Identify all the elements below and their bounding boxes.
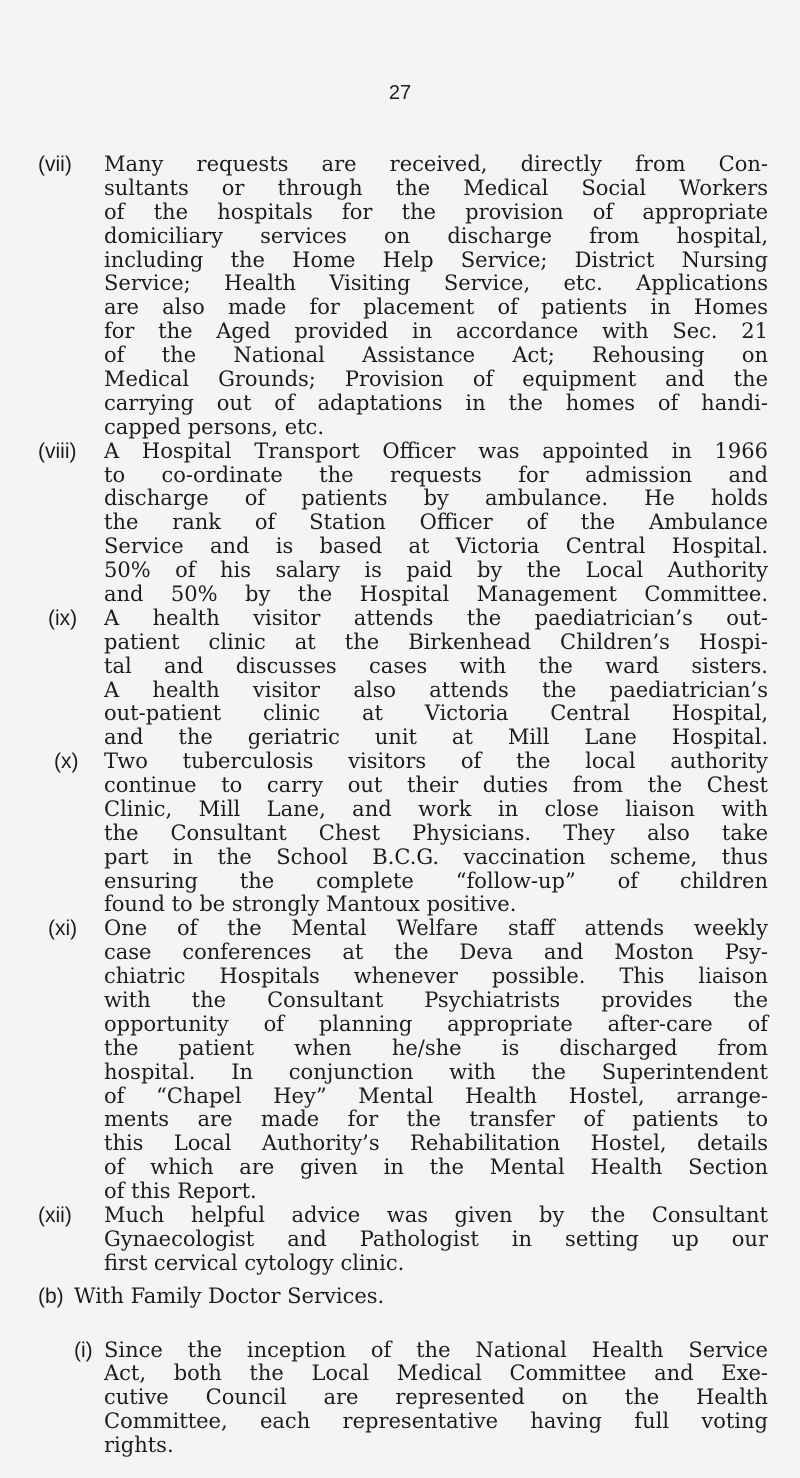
text-line: this Local Authority’s Rehabilitation Hostel, details (104, 1131, 768, 1156)
text-line: the Consultant Chest Physicians. They also take (104, 820, 768, 845)
text-line: tal and discusses cases with the ward sisters. (104, 653, 768, 678)
text-line: Medical Grounds; Provision of equipment and the (104, 366, 768, 391)
text-line: Two tuberculosis visitors of the local authority (104, 749, 768, 774)
text-line: A health visitor also attends the paediatrician’s (104, 677, 768, 702)
text-line: of the hospitals for the provision of appropriate (104, 199, 768, 224)
page-number: 27 (388, 82, 412, 104)
text-line: hospital. In conjunction with the Superintendent (104, 1059, 768, 1084)
text-line: for the Aged provided in accordance with Sec. 21 (104, 319, 768, 344)
text-line: cutive Council are represented on the Health (104, 1385, 768, 1410)
text-line: case conferences at the Deva and Moston Psy- (104, 940, 768, 965)
item-marker: (ix) (48, 606, 78, 630)
item-marker: (xi) (48, 917, 78, 941)
text-line: part in the School B.C.G. vaccination scheme, thus (104, 844, 768, 869)
text-line: found to be strongly Mantoux positive. (104, 892, 517, 917)
text-line: patient clinic at the Birkenhead Children’s Hospi- (104, 629, 768, 654)
text-line: Service; Health Visiting Service, etc. Applications (104, 271, 768, 296)
text-line: chiatric Hospitals whenever possible. This liaison (104, 964, 768, 989)
text-line: ensuring the complete “follow-up” of children (104, 868, 768, 893)
item-text (104, 440, 768, 607)
item-marker: (viii) (38, 439, 77, 463)
text-line: of this Report. (104, 1179, 257, 1204)
item-text (104, 1204, 768, 1276)
text-line: opportunity of planning appropriate after-care of (104, 1011, 768, 1036)
text-line: One of the Mental Welfare staff attends weekly (104, 916, 768, 941)
item-marker: (x) (54, 750, 79, 774)
item-text (104, 607, 768, 750)
text-line: of which are given in the Mental Health Section (104, 1155, 768, 1180)
text-line: with the Consultant Psychiatrists provides the (104, 988, 768, 1013)
item-marker: (xii) (38, 1204, 72, 1228)
text-line: Clinic, Mill Lane, and work in close liaison with (104, 796, 768, 821)
text-line: domiciliary services on discharge from hospital, (104, 223, 768, 248)
text-line: including the Home Help Service; District Nursing (104, 247, 768, 272)
text-line: Much helpful advice was given by the Consultant (104, 1203, 768, 1228)
text-line: the rank of Station Officer of the Ambulance (104, 510, 768, 535)
text-line: Act, both the Local Medical Committee and Exe- (104, 1361, 768, 1386)
text-line: rights. (104, 1433, 174, 1458)
text-line: of the National Assistance Act; Rehousing on (104, 343, 768, 368)
text-line: and the geriatric unit at Mill Lane Hospital. (104, 725, 768, 750)
section-title (74, 1285, 738, 1309)
text-line: discharge of patients by ambulance. He holds (104, 486, 768, 511)
text-line: A health visitor attends the paediatrician’s out- (104, 605, 768, 630)
text-line: A Hospital Transport Officer was appointed in 1966 (104, 438, 768, 463)
text-line: With Family Doctor Services. (74, 1284, 385, 1309)
text-line: the patient when he/she is discharged from (104, 1035, 768, 1060)
item-text (104, 1339, 768, 1458)
text-line: and 50% by the Hospital Management Committee. (104, 581, 768, 606)
text-line: ments are made for the transfer of patients to (104, 1107, 768, 1132)
item-marker: (i) (74, 1338, 93, 1362)
text-line: sultants or through the Medical Social Workers (104, 175, 768, 200)
item-text (104, 153, 768, 440)
text-line: continue to carry out their duties from the Chest (104, 773, 768, 798)
text-line: Since the inception of the National Health Service (104, 1337, 768, 1362)
section-marker: (b) (38, 1285, 64, 1309)
text-line: Many requests are received, directly from Con- (104, 152, 768, 177)
text-line: of “Chapel Hey” Mental Health Hostel, arrange- (104, 1083, 768, 1108)
text-line: to co-ordinate the requests for admission and (104, 462, 768, 487)
text-line: Committee, each representative having full voting (104, 1409, 768, 1434)
item-text (104, 917, 768, 1204)
text-line: Gynaecologist and Pathologist in setting up our (104, 1226, 768, 1251)
text-line: capped persons, etc. (104, 414, 324, 439)
text-line: 50% of his salary is paid by the Local Authority (104, 558, 768, 583)
item-marker: (vii) (38, 153, 72, 177)
text-line: first cervical cytology clinic. (104, 1250, 405, 1275)
text-line: carrying out of adaptations in the homes of handi- (104, 390, 768, 415)
text-line: out-patient clinic at Victoria Central Hospital, (104, 701, 768, 726)
item-text (104, 750, 768, 917)
text-line: Service and is based at Victoria Central Hospital. (104, 534, 768, 559)
text-line: are also made for placement of patients in Homes (104, 295, 768, 320)
